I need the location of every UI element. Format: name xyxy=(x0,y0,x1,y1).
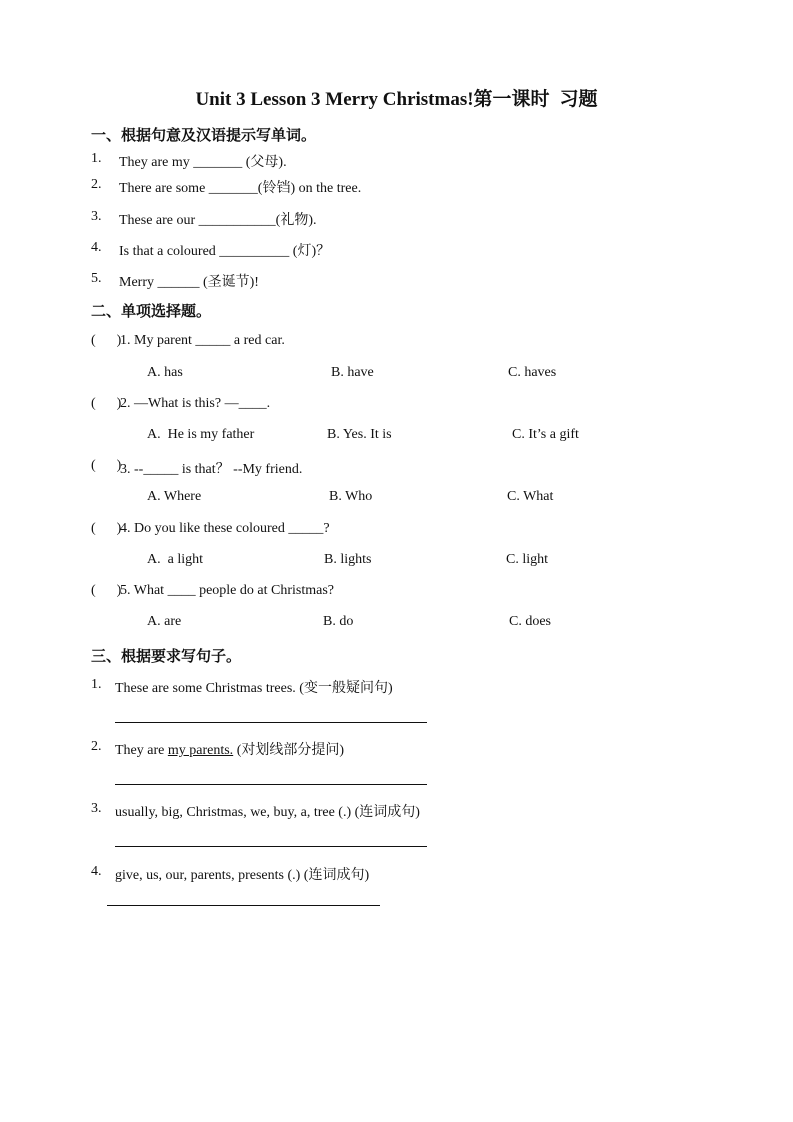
s2-q1-option-b: B. have xyxy=(331,365,374,380)
s2-q4-option-b: B. lights xyxy=(324,552,372,567)
s2-q1-text: 1. My parent _____ a red car. xyxy=(120,333,285,348)
s1-item-3-text: These are our ___________(礼物). xyxy=(119,213,317,228)
s3-item-4-text: give, us, our, parents, presents (.) (连词成句) xyxy=(115,868,370,883)
s2-q2-option-b: B. Yes. It is xyxy=(327,427,392,442)
s1-item-4-num: 4. xyxy=(91,240,102,255)
s1-item-1-num: 1. xyxy=(91,151,102,166)
s2-q3-option-b: B. Who xyxy=(329,489,373,504)
s2-q4-text: 4. Do you like these coloured _____? xyxy=(120,521,330,536)
section-2-heading: 二、单项选择题。 xyxy=(91,304,212,320)
s3-item-1-num: 1. xyxy=(91,677,102,692)
s3-item-4-num: 4. xyxy=(91,864,102,879)
s3-item-2-answer-line[interactable] xyxy=(115,784,427,785)
s2-q5-text: 5. What ____ people do at Christmas? xyxy=(120,583,334,598)
s2-q5-option-c: C. does xyxy=(509,614,551,629)
s1-item-2-text: There are some _______(铃铛) on the tree. xyxy=(119,181,362,196)
s2-q2-option-c: C. It’s a gift xyxy=(512,427,579,442)
s2-q3-answer-paren: ( ) xyxy=(91,458,122,473)
s2-q1-answer-paren: ( ) xyxy=(91,333,122,348)
s2-q3-option-a: A. Where xyxy=(147,489,202,504)
s3-item-3-num: 3. xyxy=(91,801,102,816)
s2-q5-answer-paren: ( ) xyxy=(91,583,122,598)
s3-item-4-answer-line[interactable] xyxy=(107,905,380,906)
s1-item-2-num: 2. xyxy=(91,177,102,192)
s2-q5-option-a: A. are xyxy=(147,614,182,629)
s2-q1-option-a: A. has xyxy=(147,365,183,380)
s3-item-2-text: They are my parents. (对划线部分提问) xyxy=(115,743,345,758)
s2-q4-option-a: A. a light xyxy=(147,552,203,567)
section-3-heading: 三、根据要求写句子。 xyxy=(91,649,242,665)
s2-q2-text: 2. —What is this? —____. xyxy=(120,396,271,411)
s1-item-3-num: 3. xyxy=(91,209,102,224)
s3-item-3-text: usually, big, Christmas, we, buy, a, tree (.) (连词成句) xyxy=(115,805,420,820)
s2-q2-answer-paren: ( ) xyxy=(91,396,122,411)
s3-item-2-num: 2. xyxy=(91,739,102,754)
s2-q4-answer-paren: ( ) xyxy=(91,521,122,536)
s1-item-4-text: Is that a coloured __________ (灯)？ xyxy=(119,244,331,259)
s2-q5-option-b: B. do xyxy=(323,614,354,629)
s2-q2-option-a: A. He is my father xyxy=(147,427,255,442)
section-1-heading: 一、根据句意及汉语提示写单词。 xyxy=(91,128,317,144)
s2-q4-option-c: C. light xyxy=(506,552,549,567)
page-title xyxy=(0,84,793,111)
s2-q3-option-c: C. What xyxy=(507,489,554,504)
s2-q1-option-c: C. haves xyxy=(508,365,557,380)
s3-item-1-text: These are some Christmas trees. (变一般疑问句) xyxy=(115,681,393,696)
s3-item-3-answer-line[interactable] xyxy=(115,846,427,847)
s2-q3-text: 3. --_____ is that？ --My friend. xyxy=(120,462,303,477)
underlined-phrase: my parents. xyxy=(167,743,234,758)
s1-item-5-num: 5. xyxy=(91,271,102,286)
title-suffix: 习题 xyxy=(559,89,598,110)
s3-item-1-answer-line[interactable] xyxy=(115,722,427,723)
title-main: Unit 3 Lesson 3 Merry Christmas!第一课时 xyxy=(195,89,550,110)
s1-item-1-text: They are my _______ (父母). xyxy=(119,155,287,170)
s1-item-5-text: Merry ______ (圣诞节)! xyxy=(119,275,259,290)
